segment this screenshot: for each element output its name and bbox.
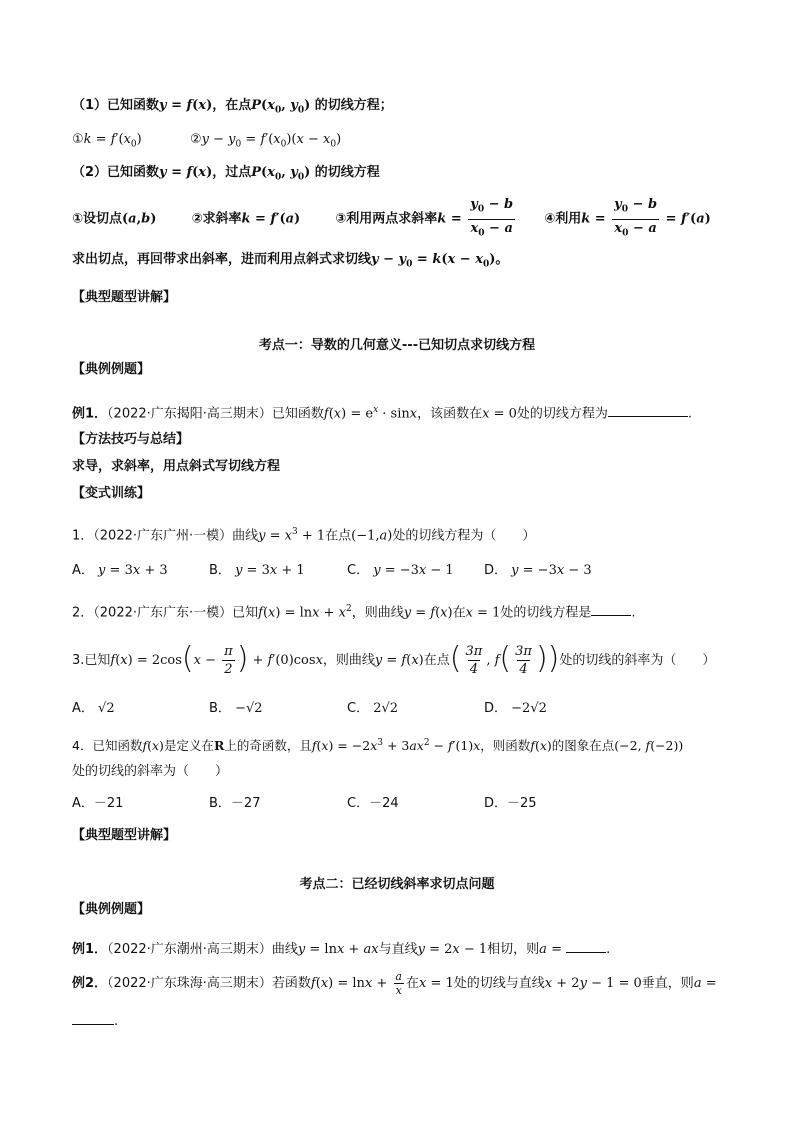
q4-option-b[interactable]: B．－27 xyxy=(209,796,261,811)
fraction-slope: $\frac{y_0 - b}{x_0 - a}$ xyxy=(468,196,515,242)
answer-blank[interactable] xyxy=(608,402,688,417)
q3-option-a[interactable]: A． √2 xyxy=(72,701,115,716)
method-label: 【方法技巧与总结】 xyxy=(72,432,190,447)
fraction-slope-2: $\frac{y_0 - b}{x_0 - a}$ xyxy=(612,196,659,242)
example-2-cont: . xyxy=(72,1010,734,1032)
example-label: 【典例例题】 xyxy=(72,362,151,377)
question-4-cont: 处的切线的斜率为（ ） xyxy=(72,764,229,779)
intro-case1-head: （1）已知函数 xyxy=(72,98,160,113)
example-label: 【典例例题】 xyxy=(72,902,151,917)
question-4: 4．已知函数f(x)是定义在R上的奇函数，且$f(x) = -2x^3 + 3ax^2 - f'(1)x$，则函数f(x)的图象在点(−2, f(−2)) xyxy=(72,738,684,754)
intro-steps: ①设切点(a,b) ②求斜率k = f′(a) ③利用两点求斜率k = $\frac{y_0 - b}{x_0 - a}$ ④利用k = $\frac{y_0 - b}{x_0 - a}$ = f′(a) xyxy=(72,196,734,238)
q3-option-c[interactable]: C． 2√2 xyxy=(347,701,399,716)
answer-blank[interactable] xyxy=(566,938,606,953)
q1-option-d[interactable]: D． y = −3x − 3 xyxy=(484,563,592,578)
intro-case1: （1）已知函数y = f(x)，在点$P(x_0$, $y_0$) 的切线方程； xyxy=(72,98,393,116)
intro-conclusion: 求出切点，再回带求出斜率，进而利用点斜式求切线$y - y_0 = k(x - x_0)$。 xyxy=(72,252,509,270)
answer-blank[interactable] xyxy=(591,601,631,616)
intro-formulas: ①k = $f'(x_0)$ ②y − $y_0 = f'(x_0)(x - x_0)$ xyxy=(72,132,342,150)
q4-option-d[interactable]: D．－25 xyxy=(484,796,537,811)
section-title: 考点一：导数的几何意义---已知切点求切线方程 xyxy=(258,338,536,353)
q4-option-a[interactable]: A．－21 xyxy=(72,796,124,811)
q1-option-a[interactable]: A． y = 3x + 3 xyxy=(72,563,168,578)
question-3: 3.已知f(x) = 2cos(x − $\frac{\pi}{2}$ ) + f′(0)cosx，则曲线y = f(x)在点( $\frac{3\pi}{4}$ , f( $\frac{3\pi}{4}$ ))处的切线的斜率为（ ） xyxy=(72,640,716,677)
q3-option-d[interactable]: D． −2√2 xyxy=(484,701,547,716)
method-text: 求导，求斜率，用点斜式写切线方程 xyxy=(72,459,281,474)
math-y-fx: y = f xyxy=(159,98,193,113)
intro-case2: （2）已知函数y = f(x)，过点$P(x_0$, $y_0$) 的切线方程 xyxy=(72,165,380,183)
q1-option-c[interactable]: C． y = −3x − 1 xyxy=(347,563,454,578)
example-1: 例1．（2022·广东潮州·高三期末）曲线y = lnx + ax与直线y = 2x − 1相切，则a = . xyxy=(72,938,734,960)
q4-option-c[interactable]: C．－24 xyxy=(347,796,399,811)
question-1: 1．（2022·广东广州·一模）曲线$y = x^3 + 1$在点(−1,a)处的切线方程为（ ） xyxy=(72,527,536,544)
example-1: 例1．（2022·广东揭阳·高三期末）已知函数$f(x) = e^x \cdot \sin x$，该函数在x = 0处的切线方程为 . xyxy=(72,400,734,424)
q3-option-b[interactable]: B． −√2 xyxy=(209,701,263,716)
section-title: 考点二：已经切线斜率求切点问题 xyxy=(299,877,495,892)
section-label: 【典型题型讲解】 xyxy=(72,290,177,305)
section-label: 【典型题型讲解】 xyxy=(72,828,177,843)
q1-option-b[interactable]: B． y = 3x + 1 xyxy=(209,563,305,578)
practice-label: 【变式训练】 xyxy=(72,486,151,501)
question-2: 2．（2022·广东广东·一模）已知$f(x) = \ln x + x^2$，则曲线y = f(x)在x = 1处的切线方程是 . xyxy=(72,599,734,623)
answer-blank[interactable] xyxy=(72,1010,114,1025)
example-2: 例2．（2022·广东珠海·高三期末）若函数f(x) = lnx + $\frac{a}{x}$ 在x = 1处的切线与直线x + 2y − 1 = 0垂直，则a = xyxy=(72,970,717,997)
